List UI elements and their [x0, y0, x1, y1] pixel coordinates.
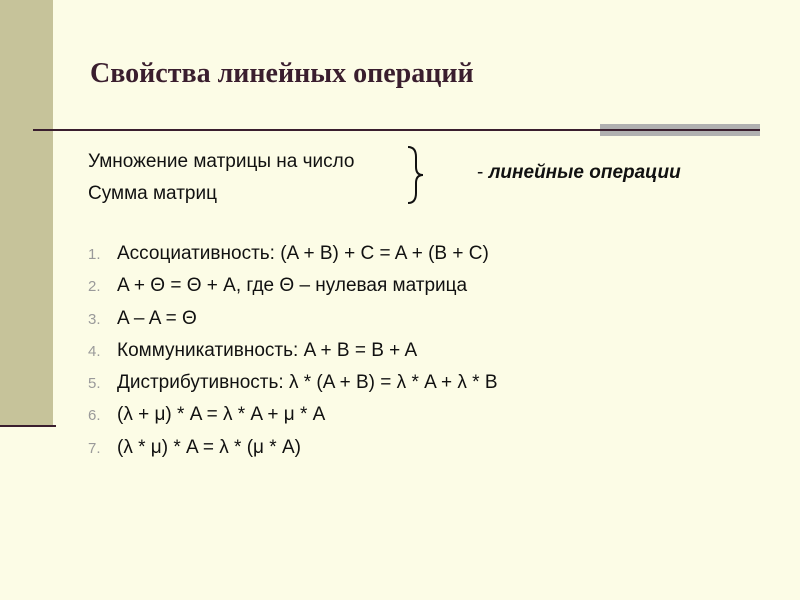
operations-note-dash: -	[477, 162, 484, 183]
property-item	[88, 243, 498, 275]
operations-note	[477, 162, 681, 184]
property-text: (λ * μ) * A = λ * (μ * A)	[117, 436, 301, 458]
property-text: Ассоциативность: (A + B) + C = A + (B + C)	[117, 243, 489, 264]
property-text: Коммуникативность: A + B = B + A	[117, 339, 418, 361]
left-bar-underline	[0, 425, 56, 427]
property-item	[88, 437, 498, 469]
property-item	[88, 404, 498, 436]
property-number: 7.	[88, 439, 101, 457]
title-divider	[33, 129, 600, 131]
property-item	[88, 275, 498, 307]
property-item	[88, 340, 498, 372]
property-number: 3.	[88, 310, 101, 328]
property-number: 2.	[88, 278, 101, 296]
property-number: 6.	[88, 407, 101, 425]
slide-title: Свойства линейных операций	[90, 58, 474, 89]
operations-note-text: линейные операции	[488, 162, 681, 183]
property-text: (λ + μ) * A = λ * A + μ * A	[117, 404, 326, 426]
operations-list	[88, 146, 354, 210]
property-text: A – A = Θ	[117, 307, 197, 329]
title-divider-accent-line	[600, 129, 760, 131]
property-number: 1.	[88, 246, 101, 263]
property-item	[88, 372, 498, 404]
properties-list	[88, 243, 498, 469]
property-text: A + Θ = Θ + A, где Θ – нулевая матрица	[117, 275, 468, 297]
property-item	[88, 308, 498, 340]
property-number: 5.	[88, 375, 101, 393]
left-decorative-bar	[0, 0, 53, 427]
operation-item: Умножение матрицы на число	[88, 151, 355, 172]
operation-item: Сумма матриц	[88, 183, 217, 204]
right-curly-brace	[404, 145, 426, 205]
property-number: 4.	[88, 342, 101, 360]
property-text: Дистрибутивность: λ * (A + B) = λ * A + λ * B	[117, 372, 498, 394]
